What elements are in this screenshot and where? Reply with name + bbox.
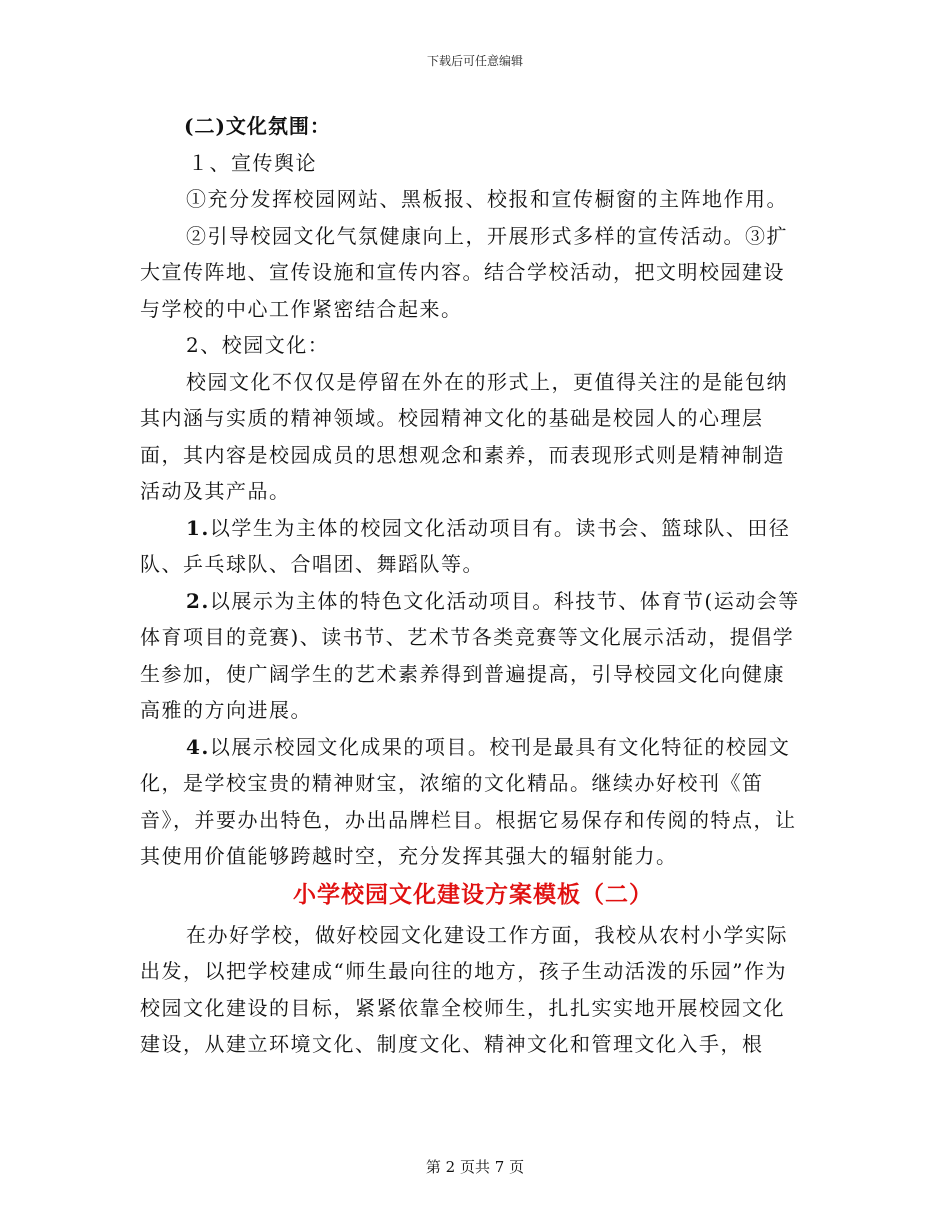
document-body [140,108,806,1063]
item-number: 1. [186,515,210,540]
page-footer: 第 2 页共 7 页 [425,1158,525,1176]
page-header: 下载后可任意编辑 [426,54,523,68]
document-title: 小学校园文化建设方案模板（二） [293,880,653,908]
paragraph-3: 校园文化不仅仅是停留在外在的形式上，更值得关注的是能包纳其内涵与实质的精神领域。校园精神文化的基础是校园人的心理层面，其内容是校园成员的思想观念和素养，而表现形式则是精神制造活动及其产品。 [140,369,788,503]
paragraph-last: 在办好学校，做好校园文化建设工作方面，我校从农村小学实际出发，以把学校建成“师生最向往的地方，孩子生动活泼的乐园”作为校园文化建设的目标，紧紧依靠全校师生，扎扎实实地开展校园文化建设，从建立环境文化、制度文化、精神文化和管理文化入手，根 [140,922,788,1056]
subheading-campus-culture: 2、校园文化： [186,333,330,357]
item-text: 以展示校园文化成果的项目。校刊是最具有文化特征的校园文化，是学校宝贵的精神财宝，浓缩的文化精品。继续办好校刊《笛音》，并要办出特色，办出品牌栏目。根据它易保存和传阅的特点，让其使用价值能够跨越时空，充分发挥其强大的辐射能力。 [140,734,797,868]
paragraph-2: ②引导校园文化气氛健康向上，开展形式多样的宣传活动。③扩大宣传阵地、宣传设施和宣传内容。结合学校活动，把文明校园建设与学校的中心工作紧密结合起来。 [140,223,788,321]
item-text: 以展示为主体的特色文化活动项目。科技节、体育节(运动会等体育项目的竞赛)、读书节、艺术节各类竞赛等文化展示活动，提倡学生参加，使广阔学生的艺术素养得到普遍提高，引导校园文化向健康高雅的方向进展。 [140,588,800,722]
item-number: 4. [186,734,210,759]
subheading-publicity: １、宣传舆论 [188,150,317,175]
list-item-1 [140,510,806,583]
list-item-2 [140,583,806,729]
paragraph-1: ①充分发挥校园网站、黑板报、校报和宣传橱窗的主阵地作用。 [186,187,788,211]
item-text: 以学生为主体的校园文化活动项目有。读书会、篮球队、田径队、乒乓球队、合唱团、舞蹈队等。 [140,515,791,576]
section-heading: (二)文化氛围： [184,114,331,138]
list-item-4 [140,729,806,875]
item-number: 2. [186,588,210,613]
